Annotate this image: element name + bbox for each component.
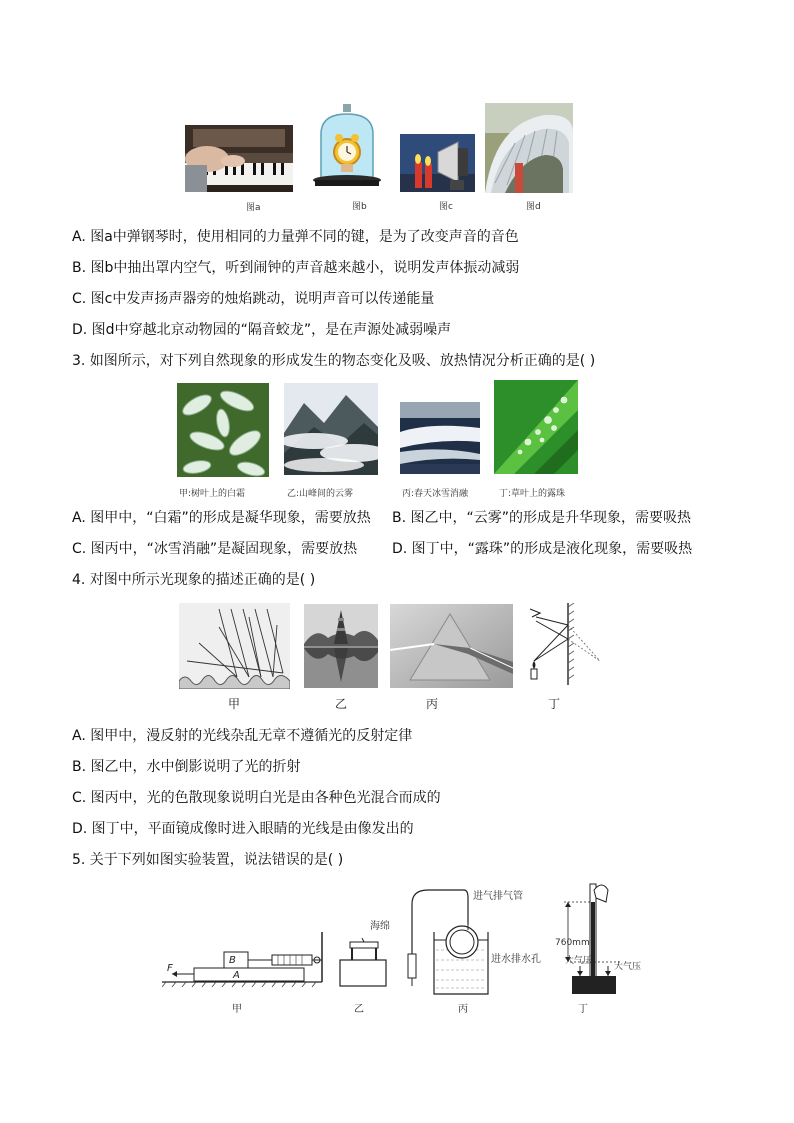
q3-option-d: D. 图丁中，“露珠”的形成是液化现象，需要吸热 bbox=[392, 541, 693, 557]
q4-caption-yi: 乙 bbox=[335, 697, 348, 711]
mountain-cloud-photo bbox=[284, 383, 378, 475]
q4-option-b: B. 图乙中，水中倒影说明了光的折射 bbox=[72, 759, 301, 775]
q5-caption-ding: 丁 bbox=[578, 1004, 588, 1015]
q3-stem: 3. 如图所示，对下列自然现象的形成发生的物态变化及吸、放热情况分析正确的是( ) bbox=[72, 353, 596, 369]
bell-jar-photo bbox=[311, 104, 383, 192]
sponge-apparatus-diagram bbox=[338, 938, 390, 988]
friction-label-f: F bbox=[167, 963, 173, 974]
dewdrop-leaf-photo bbox=[494, 380, 578, 474]
q4-caption-ding: 丁 bbox=[548, 697, 561, 711]
q3-option-c: C. 图丙中，“冰雪消融”是凝固现象，需要放热 bbox=[72, 541, 358, 557]
q3-caption-yi: 乙:山峰间的云雾 bbox=[287, 489, 354, 499]
q5-caption-bing: 丙 bbox=[458, 1004, 468, 1015]
q2-option-c: C. 图c中发声扬声器旁的烛焰跳动，说明声音可以传递能量 bbox=[72, 291, 435, 307]
q3-caption-ding: 丁:草叶上的露珠 bbox=[499, 489, 566, 499]
diffuse-reflection-diagram bbox=[179, 603, 290, 689]
plane-mirror-diagram bbox=[524, 603, 604, 685]
piano-photo bbox=[185, 125, 293, 192]
friction-apparatus-diagram bbox=[162, 930, 330, 990]
q5-caption-yi: 乙 bbox=[354, 1004, 364, 1015]
q3-caption-jia: 甲:树叶上的白霜 bbox=[179, 489, 246, 499]
q4-option-d: D. 图丁中，平面镜成像时进入眼睛的光线是由像发出的 bbox=[72, 821, 414, 837]
melting-snow-photo bbox=[400, 402, 480, 474]
q2-option-d: D. 图d中穿越北京动物园的“隔音蛟龙”，是在声源处减弱噪声 bbox=[72, 322, 452, 338]
speaker-candle-photo bbox=[400, 134, 475, 192]
water-hole-label: 进水排水孔 bbox=[491, 954, 541, 965]
atmosphere-label-right: 大气压 bbox=[614, 962, 642, 972]
atmosphere-label-left: 大气压 bbox=[565, 956, 593, 966]
q5-caption-jia: 甲 bbox=[232, 1004, 242, 1015]
q4-caption-jia: 甲 bbox=[228, 697, 241, 711]
water-reflection-photo bbox=[304, 604, 378, 688]
air-tube-label: 进气排气管 bbox=[473, 891, 523, 902]
q3-option-b: B. 图乙中，“云雾”的形成是升华现象，需要吸热 bbox=[392, 510, 692, 526]
height-760mm-label: 760mm bbox=[555, 938, 590, 948]
q4-stem: 4. 对图中所示光现象的描述正确的是( ) bbox=[72, 572, 316, 588]
q3-caption-bing: 丙:春天冰雪消融 bbox=[402, 489, 469, 499]
q2-caption-d: 图d bbox=[526, 202, 541, 212]
q2-caption-a: 图a bbox=[246, 203, 261, 213]
q4-option-c: C. 图丙中，光的色散现象说明白光是由各种色光混合而成的 bbox=[72, 790, 441, 806]
block-label-b: B bbox=[229, 955, 236, 966]
q4-option-a: A. 图甲中，漫反射的光线杂乱无章不遵循光的反射定律 bbox=[72, 728, 413, 744]
q3-option-a: A. 图甲中，“白霜”的形成是凝华现象，需要放热 bbox=[72, 510, 371, 526]
q4-caption-bing: 丙 bbox=[426, 697, 439, 711]
q5-stem: 5. 关于下列如图实验装置，说法错误的是( ) bbox=[72, 852, 344, 868]
sound-barrier-tunnel-photo bbox=[485, 103, 573, 193]
prism-dispersion-photo bbox=[390, 604, 513, 688]
q2-caption-c: 图c bbox=[439, 202, 453, 212]
q2-option-a: A. 图a中弹钢琴时，使用相同的力量弹不同的键，是为了改变声音的音色 bbox=[72, 229, 519, 245]
q2-caption-b: 图b bbox=[352, 202, 367, 212]
sponge-label: 海绵 bbox=[370, 921, 390, 932]
board-label-a: A bbox=[233, 970, 240, 981]
q2-option-b: B. 图b中抽出罩内空气，听到闹钟的声音越来越小，说明发声体振动减弱 bbox=[72, 260, 520, 276]
frost-photo bbox=[177, 383, 269, 477]
